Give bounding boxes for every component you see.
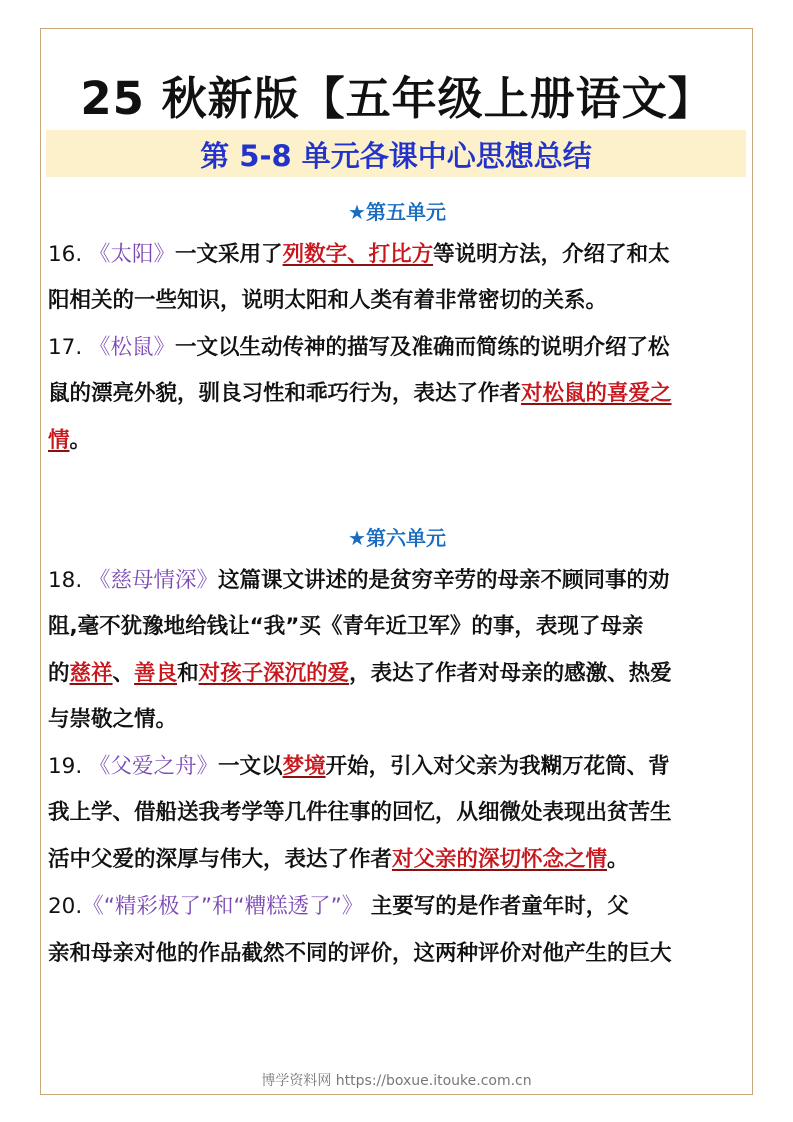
- text-segment: 16.: [48, 242, 90, 267]
- text-segment: 18.: [48, 568, 90, 593]
- text-segment: 、: [112, 661, 135, 686]
- text-segment: 19.: [48, 754, 90, 779]
- key-phrase: 善良: [134, 661, 178, 686]
- text-segment: 一文以: [218, 754, 283, 779]
- text-segment: 与崇敬之情。: [48, 707, 178, 732]
- text-line: [48, 660, 748, 688]
- text-line: [48, 241, 748, 269]
- text-segment: 这篇课文讲述的是贫穷辛劳的母亲不顾同事的劝: [218, 568, 670, 593]
- key-phrase: 对松鼠的喜爱之: [521, 381, 672, 406]
- text-segment: 主要写的是作者童年时，父: [363, 894, 629, 919]
- key-phrase: 情: [48, 428, 70, 453]
- text-segment: 17.: [48, 335, 90, 360]
- text-line: [48, 846, 748, 874]
- text-line: [48, 613, 748, 641]
- text-line: [48, 427, 748, 455]
- lesson-title: 《“精彩极了”和“糟糕透了”》: [82, 894, 364, 919]
- text-line: [48, 334, 748, 362]
- text-segment: 鼠的漂亮外貌，驯良习性和乖巧行为，表达了作者: [48, 381, 522, 406]
- text-segment: 阻,毫不犹豫地给钱让“我”买《青年近卫军》的事，表现了母亲: [48, 614, 644, 639]
- text-segment: 一文以生动传神的描写及准确而简练的说明介绍了松: [175, 335, 670, 360]
- lesson-title: 《父爱之舟》: [89, 754, 219, 779]
- page-border: [40, 28, 753, 1095]
- footer-watermark: 博学资料网 https://boxue.itouke.com.cn: [261, 1073, 532, 1089]
- text-segment: 开始，引入对父亲为我糊万花筒、背: [325, 754, 670, 779]
- lesson-title: 《慈母情深》: [89, 568, 219, 593]
- text-segment: 我上学、借船送我考学等几件往事的回忆，从细微处表现出贫苦生: [48, 800, 672, 825]
- section-heading-unit-5: ★第五单元: [348, 200, 446, 224]
- text-line: [48, 287, 748, 315]
- text-line: [48, 567, 748, 595]
- text-segment: 的: [48, 661, 70, 686]
- key-phrase: 对孩子深沉的爱: [198, 661, 350, 686]
- text-line: [48, 706, 748, 734]
- text-line: [48, 753, 748, 781]
- key-phrase: 梦境: [282, 754, 326, 779]
- key-phrase: 对父亲的深切怀念之情: [392, 847, 608, 872]
- lesson-title: 《松鼠》: [89, 335, 176, 360]
- text-line: [48, 893, 748, 921]
- text-segment: 。: [69, 428, 92, 453]
- key-phrase: 慈祥: [69, 661, 113, 686]
- page-title: 25 秋新版【五年级上册语文】: [80, 72, 714, 125]
- text-segment: 和: [177, 661, 199, 686]
- text-segment: 活中父爱的深厚与伟大，表达了作者: [48, 847, 393, 872]
- text-line: [48, 799, 748, 827]
- text-segment: 阳相关的一些知识，说明太阳和人类有着非常密切的关系。: [48, 288, 608, 313]
- text-segment: 亲和母亲对他的作品截然不同的评价，这两种评价对他产生的巨大: [48, 941, 672, 966]
- page-subtitle: 第 5-8 单元各课中心思想总结: [200, 139, 592, 173]
- text-segment: 20.: [48, 894, 83, 919]
- text-segment: 一文采用了: [175, 242, 283, 267]
- text-line: [48, 380, 748, 408]
- section-heading-unit-6: ★第六单元: [348, 526, 446, 550]
- text-segment: ，表达了作者对母亲的感激、热爱: [349, 661, 672, 686]
- text-segment: 。: [607, 847, 629, 872]
- text-segment: 等说明方法，介绍了和太: [433, 242, 670, 267]
- key-phrase: 列数字、打比方: [282, 242, 434, 267]
- lesson-title: 《太阳》: [89, 242, 176, 267]
- text-line: [48, 940, 748, 968]
